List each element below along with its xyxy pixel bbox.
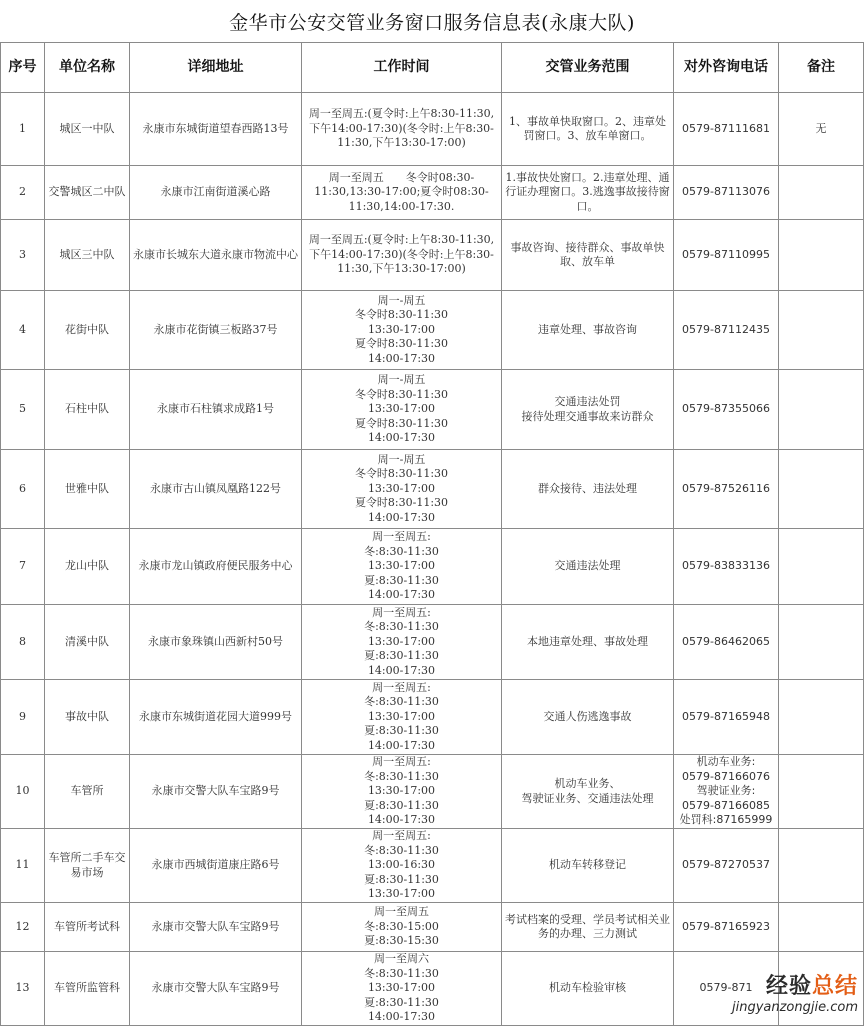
cell-scope: 违章处理、事故咨询	[502, 291, 674, 370]
cell-hours: 周一至周五 冬令时08:30-11:30,13:30-17:00;夏令时08:30-11:30,14:00-17:30.	[302, 166, 502, 220]
cell-note	[779, 605, 864, 680]
header-seq: 序号	[1, 43, 45, 93]
cell-seq: 3	[1, 220, 45, 291]
cell-note	[779, 903, 864, 952]
cell-phone: 0579-87355066	[674, 370, 779, 450]
cell-scope: 交通违法处罚 接待处理交通事故来访群众	[502, 370, 674, 450]
cell-hours: 周一至周五: 冬:8:30-11:30 13:30-17:00 夏:8:30-11:30 14:00-17:30	[302, 755, 502, 829]
cell-phone: 0579-87270537	[674, 829, 779, 903]
cell-scope: 1、事故单快取窗口。2、违章处罚窗口。3、放车单窗口。	[502, 93, 674, 166]
service-info-table	[0, 42, 864, 1026]
cell-note: 无	[779, 93, 864, 166]
cell-scope: 机动车转移登记	[502, 829, 674, 903]
cell-phone: 0579-87165923	[674, 903, 779, 952]
cell-seq: 4	[1, 291, 45, 370]
table-row	[1, 529, 864, 605]
cell-unit: 龙山中队	[45, 529, 130, 605]
table-row	[1, 291, 864, 370]
cell-address: 永康市交警大队车宝路9号	[130, 952, 302, 1026]
cell-seq: 9	[1, 680, 45, 755]
cell-address: 永康市东城街道花园大道999号	[130, 680, 302, 755]
header-address: 详细地址	[130, 43, 302, 93]
cell-address: 永康市象珠镇山西新村50号	[130, 605, 302, 680]
cell-unit: 车管所	[45, 755, 130, 829]
cell-unit: 石柱中队	[45, 370, 130, 450]
cell-address: 永康市东城街道望春西路13号	[130, 93, 302, 166]
cell-address: 永康市交警大队车宝路9号	[130, 755, 302, 829]
cell-address: 永康市西城街道康庄路6号	[130, 829, 302, 903]
cell-hours: 周一-周五 冬令时8:30-11:30 13:30-17:00 夏令时8:30-11:30 14:00-17:30	[302, 291, 502, 370]
header-unit: 单位名称	[45, 43, 130, 93]
cell-phone: 0579-871	[674, 952, 779, 1026]
table-row	[1, 220, 864, 291]
watermark-logo: 经验总结	[765, 974, 858, 999]
table-row	[1, 166, 864, 220]
cell-scope: 事故咨询、接待群众、事故单快取、放车单	[502, 220, 674, 291]
cell-unit: 花街中队	[45, 291, 130, 370]
cell-scope: 群众接待、违法处理	[502, 450, 674, 529]
cell-seq: 11	[1, 829, 45, 903]
cell-note	[779, 166, 864, 220]
table-row	[1, 93, 864, 166]
cell-unit: 清溪中队	[45, 605, 130, 680]
cell-phone: 0579-87165948	[674, 680, 779, 755]
cell-unit: 车管所监管科	[45, 952, 130, 1026]
table-row	[1, 829, 864, 903]
cell-unit: 事故中队	[45, 680, 130, 755]
cell-phone: 0579-87526116	[674, 450, 779, 529]
watermark	[698, 969, 858, 1017]
header-hours: 工作时间	[302, 43, 502, 93]
cell-seq: 2	[1, 166, 45, 220]
cell-phone: 0579-87113076	[674, 166, 779, 220]
cell-phone: 0579-87112435	[674, 291, 779, 370]
cell-address: 永康市古山镇凤凰路122号	[130, 450, 302, 529]
cell-hours: 周一至周五: 冬:8:30-11:30 13:00-16:30 夏:8:30-11:30 13:30-17:00	[302, 829, 502, 903]
table-row	[1, 605, 864, 680]
cell-scope: 机动车业务、 驾驶证业务、交通违法处理	[502, 755, 674, 829]
table-row	[1, 370, 864, 450]
cell-unit: 城区一中队	[45, 93, 130, 166]
cell-seq: 8	[1, 605, 45, 680]
cell-hours: 周一至周五: 冬:8:30-11:30 13:30-17:00 夏:8:30-11:30 14:00-17:30	[302, 680, 502, 755]
cell-address: 永康市龙山镇政府便民服务中心	[130, 529, 302, 605]
cell-unit: 世雅中队	[45, 450, 130, 529]
cell-address: 永康市长城东大道永康市物流中心	[130, 220, 302, 291]
cell-unit: 车管所二手车交易市场	[45, 829, 130, 903]
cell-unit: 城区三中队	[45, 220, 130, 291]
cell-seq: 13	[1, 952, 45, 1026]
cell-hours: 周一至周五:(夏令时:上午8:30-11:30,下午14:00-17:30)(冬令时:上午8:30-11:30,下午13:30-17:00)	[302, 220, 502, 291]
cell-seq: 1	[1, 93, 45, 166]
cell-address: 永康市石柱镇求成路1号	[130, 370, 302, 450]
cell-hours: 周一至周五 冬:8:30-15:00 夏:8:30-15:30	[302, 903, 502, 952]
cell-unit: 交警城区二中队	[45, 166, 130, 220]
cell-seq: 7	[1, 529, 45, 605]
cell-phone: 机动车业务: 0579-87166076 驾驶证业务: 0579-87166085 处罚科:87165999	[674, 755, 779, 829]
cell-scope: 交通人伤逃逸事故	[502, 680, 674, 755]
header-scope: 交管业务范围	[502, 43, 674, 93]
cell-hours: 周一-周五 冬令时8:30-11:30 13:30-17:00 夏令时8:30-11:30 14:00-17:30	[302, 450, 502, 529]
cell-unit: 车管所考试科	[45, 903, 130, 952]
table-row	[1, 450, 864, 529]
header-row	[1, 43, 864, 93]
cell-note	[779, 680, 864, 755]
cell-scope: 1.事故快处窗口。2.违章处理、通行证办理窗口。3.逃逸事故接待窗口。	[502, 166, 674, 220]
page-title: 金华市公安交管业务窗口服务信息表(永康大队)	[229, 11, 635, 34]
cell-phone: 0579-86462065	[674, 605, 779, 680]
cell-seq: 5	[1, 370, 45, 450]
cell-scope: 交通违法处理	[502, 529, 674, 605]
cell-note	[779, 220, 864, 291]
cell-address: 永康市江南街道溪心路	[130, 166, 302, 220]
header-note: 备注	[779, 43, 864, 93]
table-row	[1, 680, 864, 755]
cell-hours: 周一至周五: 冬:8:30-11:30 13:30-17:00 夏:8:30-11:30 14:00-17:30	[302, 605, 502, 680]
cell-seq: 12	[1, 903, 45, 952]
watermark-url: jingyanzongjie.com	[731, 1000, 858, 1015]
cell-note	[779, 755, 864, 829]
cell-hours: 周一-周五 冬令时8:30-11:30 13:30-17:00 夏令时8:30-11:30 14:00-17:30	[302, 370, 502, 450]
cell-note	[779, 370, 864, 450]
cell-hours: 周一至周六 冬:8:30-11:30 13:30-17:00 夏:8:30-11:30 14:00-17:30	[302, 952, 502, 1026]
cell-note	[779, 450, 864, 529]
table-row	[1, 903, 864, 952]
cell-note	[779, 291, 864, 370]
cell-phone: 0579-83833136	[674, 529, 779, 605]
cell-seq: 10	[1, 755, 45, 829]
cell-scope: 本地违章处理、事故处理	[502, 605, 674, 680]
cell-scope: 考试档案的受理、学员考试相关业务的办理、三力测试	[502, 903, 674, 952]
cell-hours: 周一至周五:(夏令时:上午8:30-11:30,下午14:00-17:30)(冬令时:上午8:30-11:30,下午13:30-17:00)	[302, 93, 502, 166]
cell-address: 永康市花街镇三板路37号	[130, 291, 302, 370]
cell-address: 永康市交警大队车宝路9号	[130, 903, 302, 952]
table-row	[1, 755, 864, 829]
cell-scope: 机动车检验审核	[502, 952, 674, 1026]
cell-seq: 6	[1, 450, 45, 529]
header-phone: 对外咨询电话	[674, 43, 779, 93]
cell-note	[779, 529, 864, 605]
cell-hours: 周一至周五: 冬:8:30-11:30 13:30-17:00 夏:8:30-11:30 14:00-17:30	[302, 529, 502, 605]
cell-phone: 0579-87111681	[674, 93, 779, 166]
cell-note	[779, 829, 864, 903]
cell-phone: 0579-87110995	[674, 220, 779, 291]
